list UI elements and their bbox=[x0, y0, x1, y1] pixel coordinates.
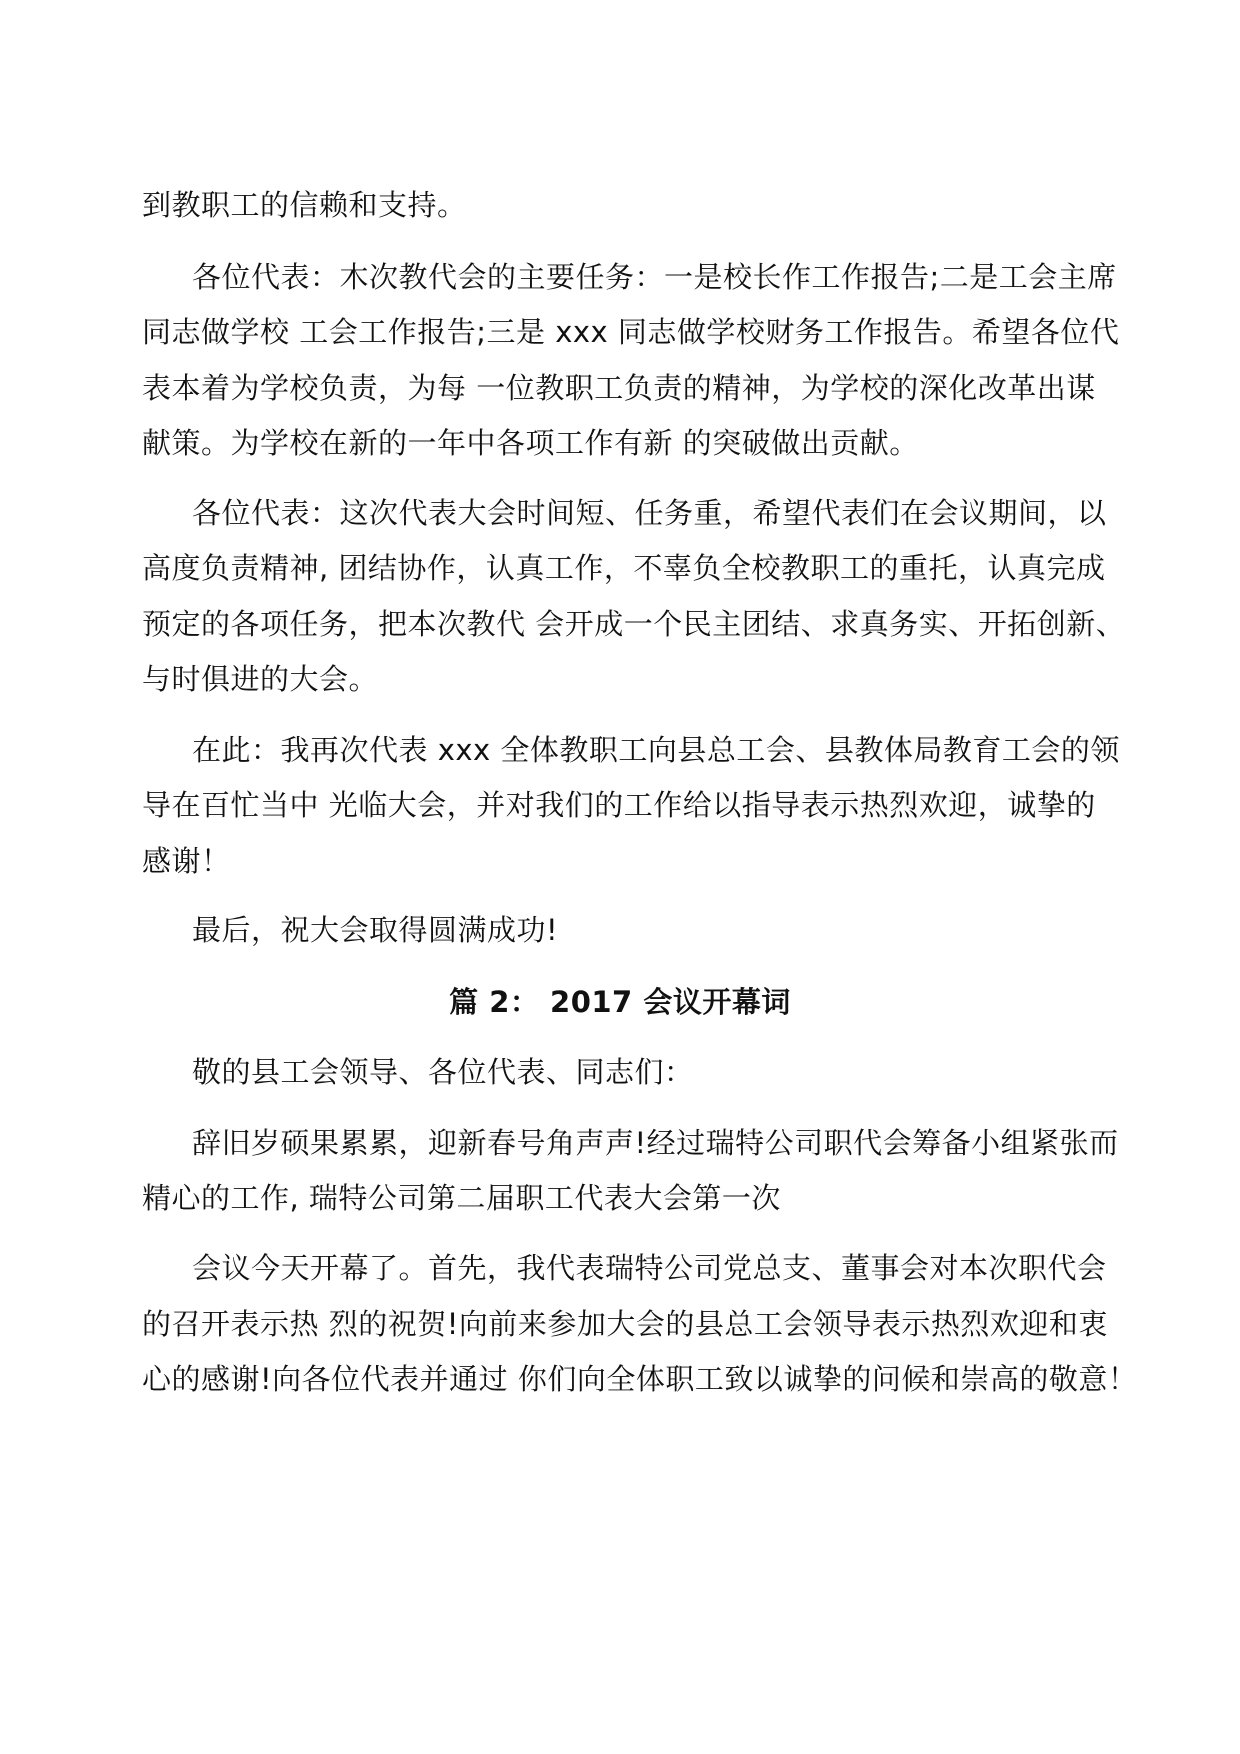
paragraph-line: 到教职工的信赖和支持。 bbox=[142, 188, 467, 222]
paragraph-line: 的召开表示热 烈的祝贺!向前来参加大会的县总工会领导表示热烈欢迎和衷 bbox=[142, 1307, 1108, 1341]
paragraph-line: 辞旧岁硕果累累，迎新春号角声声!经过瑞特公司职代会筹备小组紧张而 bbox=[192, 1126, 1119, 1160]
paragraph-line: 与时俱进的大会。 bbox=[142, 662, 379, 696]
paragraph-line: 预定的各项任务，把本次教代 会开成一个民主团结、求真务实、开拓创新、 bbox=[142, 607, 1126, 641]
paragraph-line: 高度负责精神, 团结协作，认真工作，不辜负全校教职工的重托，认真完成 bbox=[142, 551, 1106, 585]
paragraph-line: 各位代表：木次教代会的主要任务：一是校长作工作报告;二是工会主席 bbox=[192, 260, 1117, 294]
paragraph-line: 表本着为学校负责，为每 一位教职工负责的精神，为学校的深化改革出谋 bbox=[142, 371, 1096, 405]
paragraph-line: 献策。为学校在新的一年中各项工作有新 的突破做出贡献。 bbox=[142, 426, 919, 460]
paragraph-line: 各位代表：这次代表大会时间短、任务重，希望代表们在会议期间，以 bbox=[192, 496, 1107, 530]
paragraph-line: 导在百忙当中 光临大会，并对我们的工作给以指导表示热烈欢迎，诚挚的 bbox=[142, 788, 1096, 822]
paragraph-line: 同志做学校 工会工作报告;三是 xxx 同志做学校财务工作报告。希望各位代 bbox=[142, 315, 1120, 349]
paragraph-line: 在此：我再次代表 xxx 全体教职工向县总工会、县教体局教育工会的领 bbox=[192, 733, 1120, 767]
paragraph-line: 心的感谢!向各位代表并通过 你们向全体职工致以诚挚的问候和崇高的敬意！ bbox=[142, 1362, 1138, 1396]
paragraph-line: 敬的县工会领导、各位代表、同志们： bbox=[192, 1055, 694, 1089]
paragraph-line: 感谢！ bbox=[142, 844, 231, 878]
paragraph-line: 会议今天开幕了。首先，我代表瑞特公司党总支、董事会对本次职代会 bbox=[192, 1251, 1107, 1285]
paragraph-line: 最后，祝大会取得圆满成功! bbox=[192, 913, 559, 947]
section-heading: 篇 2： 2017 会议开幕词 bbox=[449, 985, 791, 1019]
paragraph-line: 精心的工作, 瑞特公司第二届职工代表大会第一次 bbox=[142, 1181, 781, 1215]
